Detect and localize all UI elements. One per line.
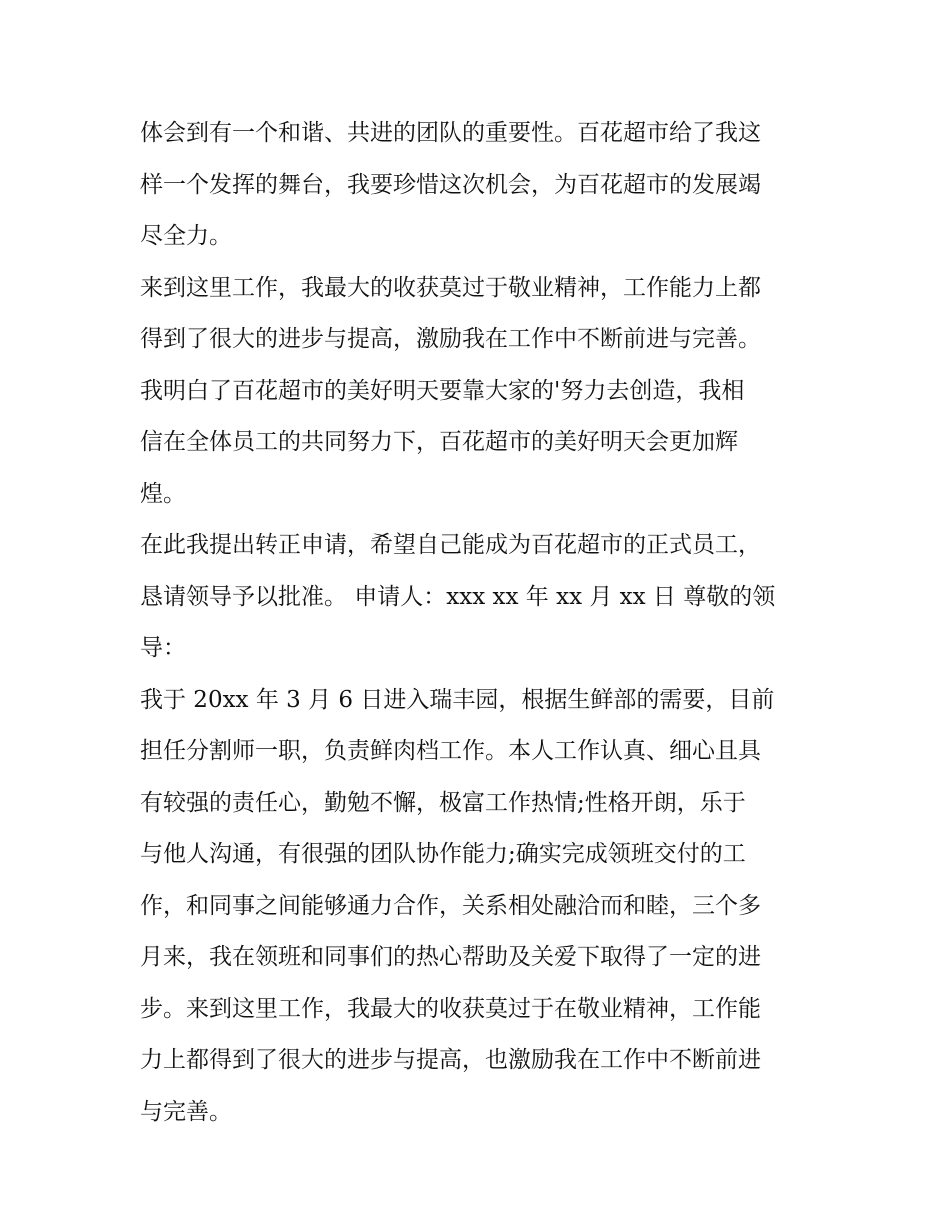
text-line: 与完善。 [140,1098,232,1125]
text-line: 煌。 [140,480,186,507]
text-line: 步。来到这里工作，我最大的收获莫过于在敬业精神，工作能 [140,995,761,1022]
text-line: 与他人沟通，有很强的团队协作能力;确实完成领班交付的工 [140,841,746,867]
text-line: 有较强的责任心，勤勉不懈，极富工作热情;性格开朗，乐于 [140,789,746,816]
text-line: 尽全力。 [140,223,232,249]
text-line: 担任分割师一职，负责鲜肉档工作。本人工作认真、细心且具 [140,738,761,764]
text-line: 在此我提出转正申请，希望自己能成为百花超市的正式员工， [140,532,761,558]
text-line: 作，和同事之间能够通力合作，关系相处融洽而和睦，三个多 [140,892,761,919]
text-line: 力上都得到了很大的进步与提高，也激励我在工作中不断前进 [140,1047,761,1073]
text-line: 来到这里工作，我最大的收获莫过于敬业精神，工作能力上都 [140,274,761,301]
text-line: 我明白了百花超市的美好明天要靠大家的'努力去创造，我相 [140,377,745,404]
text-line: 信在全体员工的共同努力下，百花超市的美好明天会更加辉 [140,429,738,455]
text-line: 样一个发挥的舞台，我要珍惜这次机会，为百花超市的发展竭 [140,171,761,198]
text-line: 恳请领导予以批准。 申请人：xxx xx 年 xx 月 xx 日 尊敬的领 [140,583,776,610]
text-line: 导： [140,635,186,661]
text-line: 体会到有一个和谐、共进的团队的重要性。百花超市给了我这 [140,120,761,146]
text-line: 月来，我在领班和同事们的热心帮助及关爱下取得了一定的进 [140,944,761,970]
text-line: 我于 20xx 年 3 月 6 日进入瑞丰园，根据生鲜部的需要，目前 [140,686,775,713]
text-line: 得到了很大的进步与提高，激励我在工作中不断前进与完善。 [140,326,761,352]
document-body [140,108,830,1138]
